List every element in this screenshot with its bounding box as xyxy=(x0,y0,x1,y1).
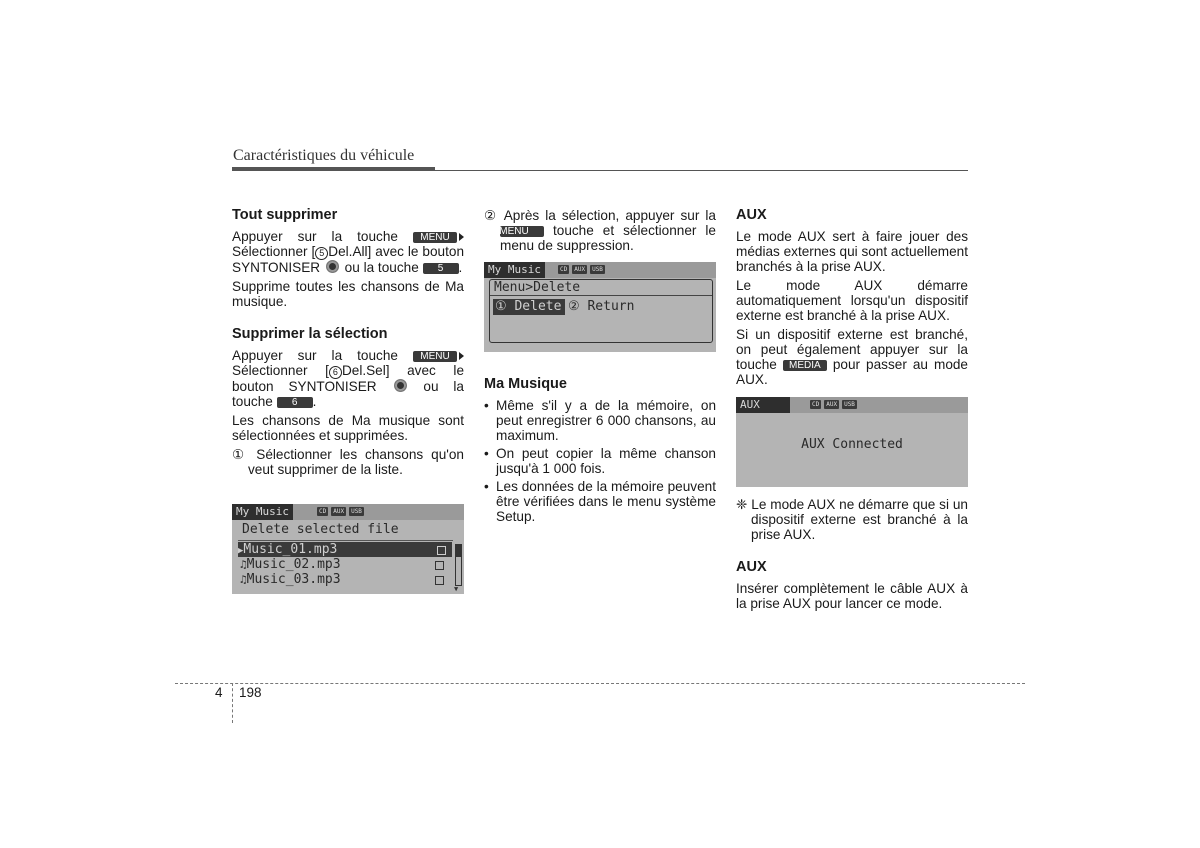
heading-aux-2: AUX xyxy=(736,559,767,575)
list-item-label: Music_01.mp3 xyxy=(243,542,338,557)
tune-knob-icon xyxy=(394,379,407,392)
scroll-down-icon: ▼ xyxy=(454,585,459,593)
list-item-label: Music_02.mp3 xyxy=(246,557,341,572)
paragraph-delete-all xyxy=(232,229,464,275)
screen-mode-tag: My Music xyxy=(232,504,293,520)
paragraph-aux-3 xyxy=(736,327,968,387)
dialog-divider xyxy=(490,295,712,296)
page-number: 198 xyxy=(239,685,262,700)
text-fragment: ou la touche xyxy=(232,379,464,409)
lcd-screen-aux xyxy=(736,397,968,487)
screen-divider xyxy=(238,540,453,541)
tune-knob-icon xyxy=(326,260,339,273)
column-3-lower xyxy=(736,497,968,615)
menu-path: Menu>Delete xyxy=(494,280,581,295)
badge-cd: CD xyxy=(319,508,327,515)
text-fragment: . xyxy=(458,260,463,275)
text-fragment: . xyxy=(312,394,317,409)
text-fragment: Si un dispositif externe est branché, on peut également appuyer sur la touche xyxy=(736,327,968,372)
paragraph-delete-selection xyxy=(232,348,464,409)
screen-header xyxy=(232,504,464,520)
header-rule-thin xyxy=(435,170,968,171)
menu-key: MENU xyxy=(500,226,544,237)
menu-key: MENU xyxy=(413,351,457,362)
media-key: MEDIA xyxy=(783,360,827,371)
footer-rule xyxy=(175,683,1025,684)
screen-header xyxy=(484,262,716,278)
badge-aux: AUX xyxy=(333,508,345,515)
badge-cd: CD xyxy=(560,266,568,273)
column-2 xyxy=(484,208,716,257)
arrow-right-icon xyxy=(459,233,464,241)
text-fragment: Appuyer sur la touche xyxy=(232,348,413,363)
key-5: 5 xyxy=(423,263,459,274)
list-item-label: Music_03.mp3 xyxy=(246,572,341,587)
scrollbar-thumb xyxy=(456,545,461,557)
text-fragment: ② Après la sélection, appuyer sur la xyxy=(484,208,716,223)
column-1 xyxy=(232,208,464,481)
badge-aux: AUX xyxy=(826,401,838,408)
heading-aux: AUX xyxy=(736,207,767,223)
lcd-screen-delete-selected xyxy=(232,504,464,594)
menu-key: MENU xyxy=(413,232,457,243)
text-fragment: Sélectionner [ xyxy=(232,363,329,378)
screen-mode-tag: My Music xyxy=(484,262,545,278)
note-aux: ❈ Le mode AUX ne démarre que si un dispositif externe est branché à la prise AUX. xyxy=(736,497,968,542)
source-badges xyxy=(558,265,605,274)
badge-aux: AUX xyxy=(574,266,586,273)
paragraph-delete-all-desc: Supprime toutes les chansons de Ma musique. xyxy=(232,279,464,309)
running-header: Caractéristiques du véhicule xyxy=(233,147,415,164)
badge-usb: USB xyxy=(592,266,603,273)
badge-cd: CD xyxy=(812,401,820,408)
paragraph-aux-2: Le mode AUX démarre automatiquement lorsqu'un dispositif externe est branché à la prise AUX. xyxy=(736,278,968,323)
badge-usb: USB xyxy=(351,508,362,515)
heading-tout-supprimer: Tout supprimer xyxy=(232,207,338,223)
source-badges xyxy=(317,507,364,516)
screen-header xyxy=(736,397,968,413)
paragraph-aux-cable: Insérer complètement le câble AUX à la prise AUX pour lancer ce mode. xyxy=(736,581,968,611)
step-1: ① Sélectionner les chansons qu'on veut supprimer de la liste. xyxy=(232,447,464,477)
music-note-icon: ♫ xyxy=(240,573,247,586)
footer-divider xyxy=(232,683,233,723)
text-fragment: ou la touche xyxy=(340,260,423,275)
source-badges xyxy=(810,400,857,409)
column-2-lower xyxy=(484,377,716,527)
bullet-item: • On peut copier la même chanson jusqu'à 1 000 fois. xyxy=(484,446,716,476)
column-3 xyxy=(736,208,968,391)
checkbox-icon xyxy=(437,546,446,555)
text-fragment: pour passer au mode AUX. xyxy=(736,357,968,387)
arrow-right-icon xyxy=(459,352,464,360)
number-6-icon: 6 xyxy=(329,366,342,379)
step-2 xyxy=(484,208,716,253)
checkbox-icon xyxy=(435,576,444,585)
key-6: 6 xyxy=(277,397,313,408)
paragraph-aux-1: Le mode AUX sert à faire jouer des médias externes qui sont actuellement branchés à la prise AUX. xyxy=(736,229,968,274)
list-item-selected xyxy=(238,542,452,557)
option-delete: ① Delete xyxy=(493,299,565,315)
text-fragment: Del.All] avec le bouton SYNTONISER xyxy=(232,244,464,275)
text-fragment: Sélectionner [ xyxy=(232,244,316,259)
menu-dialog xyxy=(489,279,713,343)
list-item xyxy=(240,557,452,572)
screen-mode-tag: AUX xyxy=(736,397,790,413)
option-return: ② Return xyxy=(568,299,635,314)
text-fragment: touche et sélectionner le menu de suppression. xyxy=(500,223,716,253)
heading-supprimer-selection: Supprimer la sélection xyxy=(232,326,388,342)
heading-ma-musique: Ma Musique xyxy=(484,376,567,392)
aux-status: AUX Connected xyxy=(801,437,903,452)
chapter-number: 4 xyxy=(215,685,223,700)
text-fragment: Appuyer sur la touche xyxy=(232,229,413,244)
bullet-item: • Les données de la mémoire peuvent être vérifiées dans le menu système Setup. xyxy=(484,479,716,524)
play-icon: ▶ xyxy=(238,546,244,556)
header-rule-thick xyxy=(232,167,435,171)
music-note-icon: ♫ xyxy=(240,558,247,571)
text-fragment: Del.Sel] avec le bouton SYNTONISER xyxy=(232,363,464,394)
checkbox-icon xyxy=(435,561,444,570)
badge-usb: USB xyxy=(844,401,855,408)
number-5-icon: 5 xyxy=(315,247,328,260)
lcd-screen-menu-delete xyxy=(484,262,716,352)
paragraph-delete-selection-desc: Les chansons de Ma musique sont sélectionnées et supprimées. xyxy=(232,413,464,443)
screen-subtitle: Delete selected file xyxy=(242,522,399,537)
bullet-list xyxy=(484,398,716,524)
bullet-item: • Même s'il y a de la mémoire, on peut enregistrer 6 000 chansons, au maximum. xyxy=(484,398,716,443)
scrollbar xyxy=(455,544,462,586)
list-item xyxy=(240,572,452,587)
